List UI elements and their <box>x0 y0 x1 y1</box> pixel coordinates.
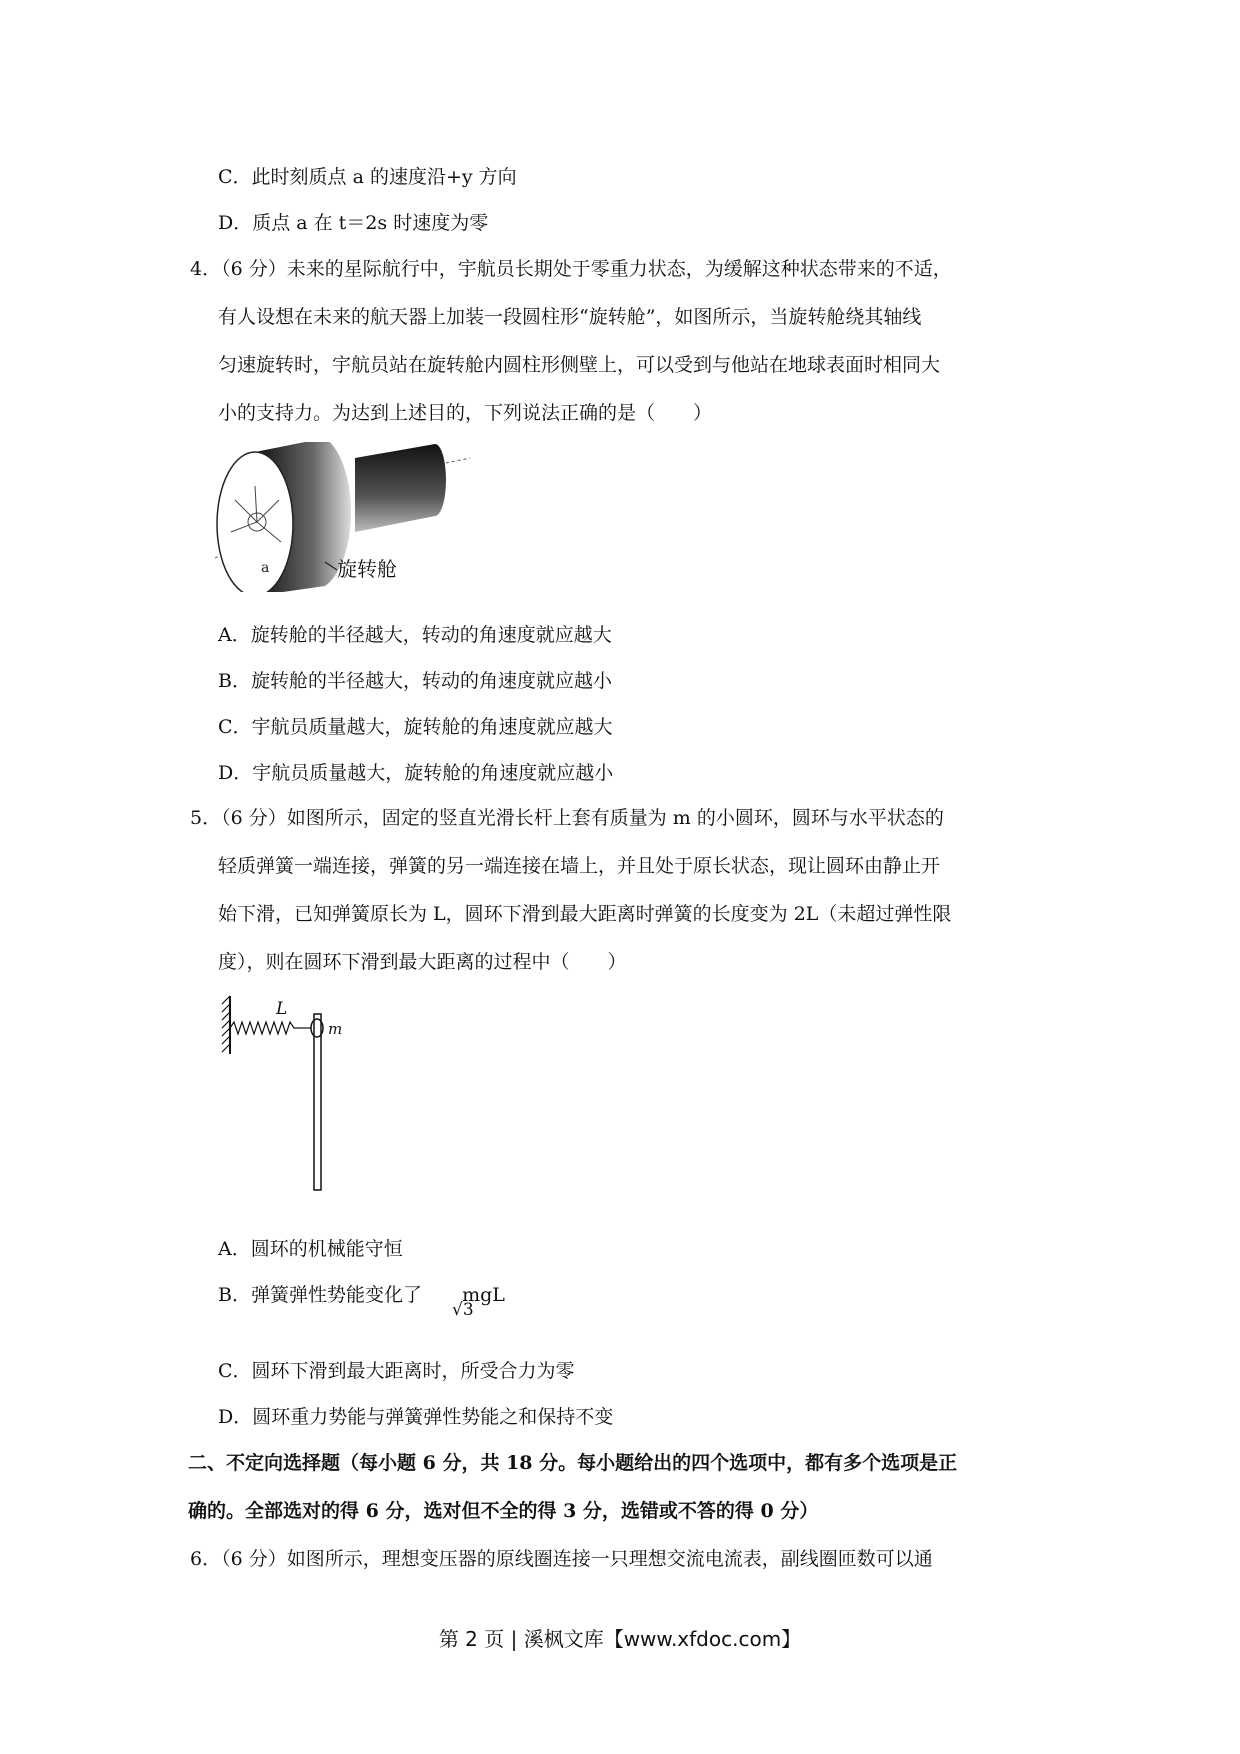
option-c: C．圆环下滑到最大距离时，所受合力为零 <box>218 1360 575 1382</box>
option-a: A．旋转舱的半径越大，转动的角速度就应越大 <box>218 624 612 646</box>
q5-stem-line4: 度），则在圆环下滑到最大距离的过程中（ ） <box>218 951 627 973</box>
svg-text:a: a <box>261 560 270 576</box>
q6-stem-line1: 6．（6 分）如图所示，理想变压器的原线圈连接一只理想交流电流表，副线圈匝数可以通 <box>190 1548 933 1570</box>
option-b-prefix: B．弹簧弹性势能变化了 <box>218 1284 422 1306</box>
option-c: C．此时刻质点 a 的速度沿+y 方向 <box>218 166 517 188</box>
label-L: L <box>276 999 288 1019</box>
option-b-suffix: mgL <box>462 1284 505 1306</box>
q5-stem-line3: 始下滑，已知弹簧原长为 L，圆环下滑到最大距离时弹簧的长度变为 2L（未超过弹性限 <box>218 903 952 925</box>
q4-stem-line1: 4．（6 分）未来的星际航行中，宇航员长期处于零重力状态，为缓解这种状态带来的不适， <box>190 258 952 280</box>
option-d: D．质点 a 在 t＝2s 时速度为零 <box>218 212 489 234</box>
q4-stem-line3: 匀速旋转时，宇航员站在旋转舱内圆柱形侧壁上，可以受到与他站在地球表面时相同大 <box>218 354 941 376</box>
option-d: D．宇航员质量越大，旋转舱的角速度就应越小 <box>218 762 614 784</box>
section-heading-line1: 二、不定向选择题（每小题 6 分，共 18 分。每小题给出的四个选项中，都有多个选项是正 <box>188 1452 958 1474</box>
figure-label-rotating-cabin: 旋转舱 <box>337 557 397 581</box>
page-footer: 第 2 页 | 溪枫文库【www.xfdoc.com】 <box>438 1627 802 1651</box>
option-b: B．旋转舱的半径越大，转动的角速度就应越小 <box>218 670 612 692</box>
q4-stem-line4: 小的支持力。为达到上述目的，下列说法正确的是（ ） <box>218 402 713 424</box>
q5-stem-line1: 5．（6 分）如图所示，固定的竖直光滑长杆上套有质量为 m 的小圆环，圆环与水平状态的 <box>190 807 944 829</box>
section-heading-line2: 确的。全部选对的得 6 分，选对但不全的得 3 分，选错或不答的得 0 分） <box>188 1500 819 1522</box>
rotating-cabin-figure <box>215 442 475 592</box>
option-d: D．圆环重力势能与弹簧弹性势能之和保持不变 <box>218 1406 614 1428</box>
label-m: m <box>328 1020 343 1038</box>
option-c: C．宇航员质量越大，旋转舱的角速度就应越大 <box>218 716 613 738</box>
spring-ring-figure <box>218 992 358 1202</box>
option-a: A．圆环的机械能守恒 <box>218 1238 403 1260</box>
sqrt3-formula: √3 <box>452 1300 474 1320</box>
q5-stem-line2: 轻质弹簧一端连接，弹簧的另一端连接在墙上，并且处于原长状态，现让圆环由静止开 <box>218 855 941 877</box>
q4-stem-line2: 有人设想在未来的航天器上加装一段圆柱形“旋转舱”，如图所示，当旋转舱绕其轴线 <box>218 306 922 328</box>
